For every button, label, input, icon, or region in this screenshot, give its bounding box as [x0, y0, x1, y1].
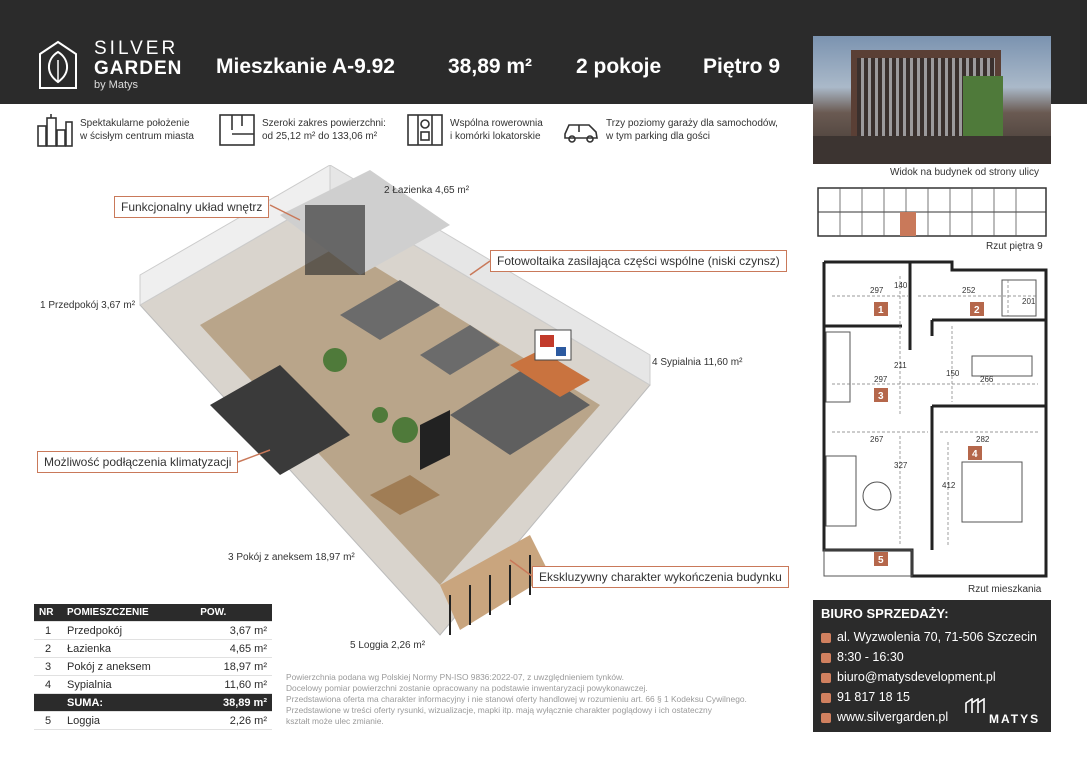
callout-layout: Funkcjonalny układ wnętrz [114, 196, 269, 218]
logo-line2: GARDEN [94, 58, 183, 79]
office-phone[interactable]: 91 817 18 15 [837, 690, 910, 704]
unit-plan-caption: Rzut mieszkania [968, 584, 1042, 595]
table-row: 5 Loggia 2,26 m² [34, 712, 272, 730]
office-title: BIURO SPRZEDAŻY: [821, 606, 949, 621]
unit-name: Mieszkanie A-9.92 [216, 55, 395, 78]
col-area: POW. [195, 604, 272, 622]
feature-area-range: Szeroki zakres powierzchni: od 25,12 m² do 133,06 m² [262, 118, 386, 142]
table-header-row [34, 604, 272, 622]
callout-finishing: Ekskluzywny charakter wykończenia budynku [532, 566, 789, 588]
mail-icon [821, 673, 831, 683]
table-row: 1 Przedpokój 3,67 m² [34, 622, 272, 640]
label-bedroom: 4 Sypialnia 11,60 m² [652, 357, 743, 368]
floor-caption: Rzut piętra 9 [986, 241, 1043, 252]
plan-room-4: 4 [972, 449, 978, 460]
location-icon [821, 633, 831, 643]
dim-327: 327 [894, 461, 908, 470]
unit-floor-plan [812, 256, 1052, 582]
dim-252: 252 [962, 286, 976, 295]
office-address: al. Wyzwolenia 70, 71-506 Szczecin [837, 630, 1037, 644]
office-website[interactable]: www.silvergarden.pl [837, 710, 949, 724]
dim-150: 150 [946, 369, 960, 378]
label-hallway: 1 Przedpokój 3,67 m² [40, 300, 136, 311]
col-nr: NR [34, 604, 62, 622]
dim-282: 282 [976, 435, 990, 444]
plan-room-3: 3 [878, 391, 884, 402]
floor-9-plan [812, 184, 1052, 240]
web-icon [821, 713, 831, 723]
col-room: POMIESZCZENIE [62, 604, 195, 622]
dim-297-top: 297 [870, 286, 884, 295]
dim-267: 267 [870, 435, 884, 444]
table-sum-row: SUMA: 38,89 m² [34, 694, 272, 712]
rooms-table [34, 604, 272, 730]
plan-room-2: 2 [974, 305, 980, 316]
label-bathroom: 2 Łazienka 4,65 m² [384, 185, 470, 196]
photo-caption: Widok na budynek od strony ulicy [890, 167, 1039, 178]
dim-211: 211 [894, 361, 907, 370]
callout-air-conditioning: Możliwość podłączenia klimatyzacji [37, 451, 238, 473]
dim-412: 412 [942, 481, 956, 490]
dim-201: 201 [1022, 297, 1036, 306]
logo-line3: by Matys [94, 79, 139, 91]
feature-location: Spektakularne położenie w ścisłym centrum miasta [80, 118, 194, 142]
feature-storage: Wspólna rowerownia i komórki lokatorskie [450, 118, 543, 142]
table-row: 4 Sypialnia 11,60 m² [34, 676, 272, 694]
unit-floor: Piętro 9 [703, 55, 781, 78]
plan-room-5: 5 [878, 555, 884, 566]
label-loggia: 5 Loggia 2,26 m² [350, 640, 426, 651]
feature-parking: Trzy poziomy garaży dla samochodów, w tym parking dla gości [606, 118, 778, 142]
table-row: 3 Pokój z aneksem 18,97 m² [34, 658, 272, 676]
office-hours: 8:30 - 16:30 [837, 650, 904, 664]
office-email[interactable]: biuro@matysdevelopment.pl [837, 670, 996, 684]
callout-photovoltaics: Fotowoltaika zasilająca części wspólne (niski czynsz) [490, 250, 787, 272]
table-row: 2 Łazienka 4,65 m² [34, 640, 272, 658]
dim-266: 266 [980, 375, 994, 384]
dim-297: 297 [874, 375, 888, 384]
clock-icon [821, 653, 831, 663]
matys-logo-icon [965, 698, 985, 714]
logo-line1: SILVER [94, 38, 179, 59]
matys-brand: MATYS [989, 712, 1041, 726]
dim-140: 140 [894, 281, 908, 290]
plan-room-1: 1 [878, 305, 884, 316]
unit-rooms: 2 pokoje [576, 55, 662, 78]
phone-icon [821, 693, 831, 703]
sales-office-box [813, 600, 1051, 732]
disclaimer: Powierzchnia podana wg Polskiej Normy PN-ISO 9836:2022-07, z uwzględnieniem tynków. Docelowy pomiar powierzchni zostanie opracowany na podstawie inwentaryzacji powykonawczej. Przedstawiona oferta ma charakter informacyjny i nie stanowi oferty handlowej w rozumieniu art. 66 § 1 Kodeksu Cywilnego. Przedstawione w treści oferty rysunki, wizualizacje, mapki itp. mają wyłącznie charakter poglądowy i ich ostateczny kształt może ulec zmianie. [286, 672, 747, 726]
label-living-room: 3 Pokój z aneksem 18,97 m² [228, 552, 355, 563]
unit-area: 38,89 m² [448, 55, 533, 78]
